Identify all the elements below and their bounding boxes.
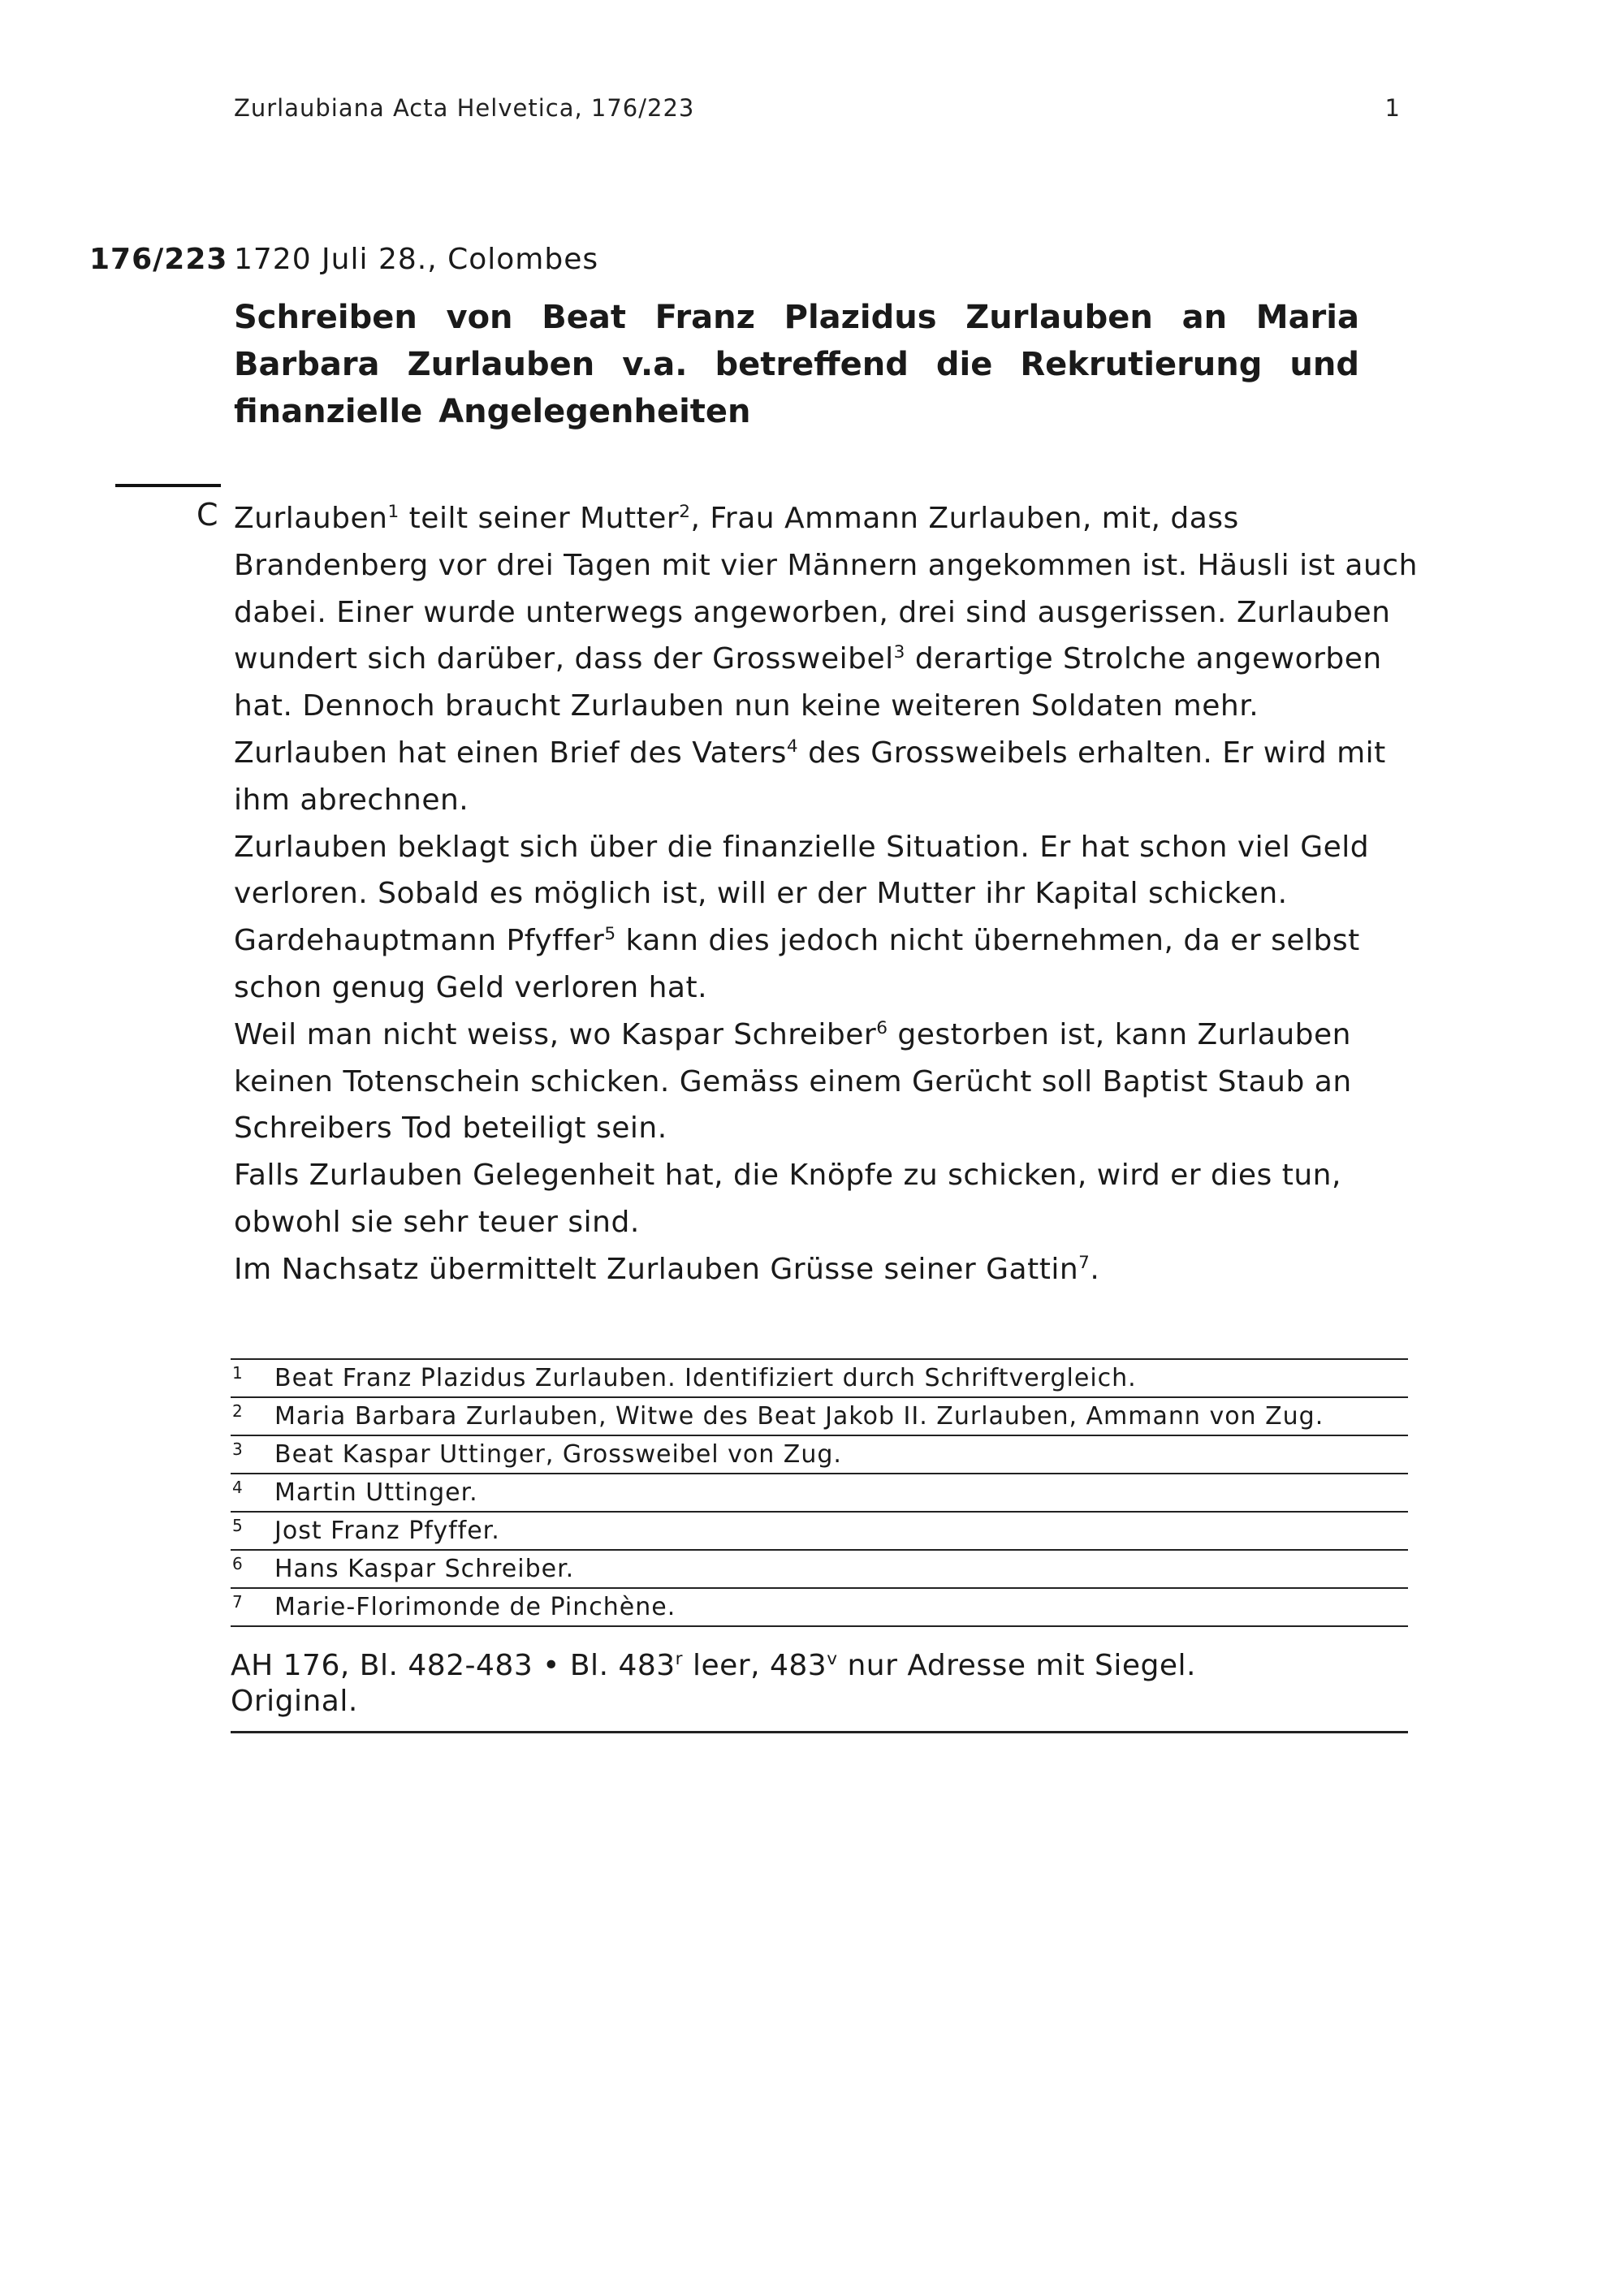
source-line-1: AH 176, Bl. 482-483 • Bl. 483$^r$ leer, 483$^v$ nur Adresse mit Siegel.	[231, 1649, 1197, 1682]
footnote-mark: 1	[232, 1363, 244, 1383]
footnote-ref-3[interactable]: 3	[893, 642, 905, 663]
footnote-mark: 3	[232, 1439, 244, 1459]
document-number: 176/223	[89, 243, 228, 276]
footnote-mark: 7	[232, 1592, 244, 1612]
footnote-5	[231, 1513, 1408, 1551]
source-line-2: Original.	[231, 1685, 358, 1718]
footnotes	[231, 1358, 1408, 1627]
footnote-text: Martin Uttinger.	[274, 1478, 478, 1507]
document-date-place: 1720 Juli 28., Colombes	[234, 243, 599, 276]
footnote-mark: 6	[232, 1554, 244, 1573]
footnote-mark: 5	[232, 1516, 244, 1535]
summary-paragraph-4: Weil man nicht weiss, wo Kaspar Schreiber$^6$ gestorben ist, kann Zurlauben keinen Totenschein schicken. Gemäss einem Gerücht soll Baptist Staub an Schreibers Tod beteiligt sein.	[234, 1017, 1352, 1146]
footnote-text: Beat Franz Plazidus Zurlauben. Identifiziert durch Schriftvergleich.	[274, 1364, 1137, 1392]
source-reference	[231, 1648, 1408, 1733]
summary-paragraph-3: Zurlauben beklagt sich über die finanzielle Situation. Er hat schon viel Geld verloren. Sobald es möglich ist, will er der Mutter ihr Kapital schicken. Gardehauptmann Pfyffer$^5$ kann dies jedoch nicht übernehmen, da er selbst schon genug Geld verloren hat.	[234, 830, 1370, 1004]
verso-mark: v	[827, 1649, 838, 1669]
footnote-ref-5[interactable]: 5	[604, 924, 616, 945]
footnote-6	[231, 1551, 1408, 1589]
footnote-ref-1[interactable]: 1	[387, 502, 400, 522]
footnote-ref-2[interactable]: 2	[679, 502, 691, 522]
summary-paragraph-6: Im Nachsatz übermittelt Zurlauben Grüsse seiner Gattin$^7$.	[234, 1252, 1100, 1286]
footnote-text: Hans Kaspar Schreiber.	[274, 1555, 575, 1583]
footnote-2	[231, 1398, 1408, 1436]
page-number: 1	[1384, 94, 1400, 122]
footnote-7	[231, 1589, 1408, 1627]
footnote-text: Jost Franz Pfyffer.	[274, 1517, 500, 1545]
summary-paragraph-2: Zurlauben hat einen Brief des Vaters$^4$ des Grossweibels erhalten. Er wird mit ihm abrechnen.	[234, 736, 1386, 817]
summary-text	[234, 495, 1419, 1293]
summary-paragraph-5: Falls Zurlauben Gelegenheit hat, die Knöpfe zu schicken, wird er dies tun, obwohl sie sehr teuer sind.	[234, 1159, 1341, 1239]
footnote-4	[231, 1474, 1408, 1513]
running-title: Zurlaubiana Acta Helvetica, 176/223	[234, 94, 695, 122]
footnote-ref-6[interactable]: 6	[876, 1017, 888, 1038]
footnote-mark: 4	[232, 1478, 244, 1497]
footnote-text: Beat Kaspar Uttinger, Grossweibel von Zug.	[274, 1440, 842, 1469]
footnote-mark: 2	[232, 1401, 244, 1421]
footnote-text: Maria Barbara Zurlauben, Witwe des Beat Jakob II. Zurlauben, Ammann von Zug.	[274, 1402, 1324, 1431]
footnote-text: Marie-Florimonde de Pinchène.	[274, 1593, 676, 1621]
footnote-3	[231, 1436, 1408, 1474]
margin-letter: C	[197, 497, 218, 533]
footnote-ref-4[interactable]: 4	[786, 736, 799, 757]
summary-paragraph-1: Zurlauben$^1$ teilt seiner Mutter$^2$, Frau Ammann Zurlauben, mit, dass Brandenberg vor drei Tagen mit vier Männern angekommen ist. Häusli ist auch dabei. Einer wurde unterwegs angeworben, drei sind ausgerissen. Zurlauben wundert sich darüber, dass der Grossweibel$^3$ derartige Strolche angeworben hat. Dennoch braucht Zurlauben nun keine weiteren Soldaten mehr.	[234, 502, 1418, 723]
document-title: Schreiben von Beat Franz Plazidus Zurlauben an Maria Barbara Zurlauben v.a. betreffend die Rekrutierung und finanzielle Angelegenheiten	[234, 299, 1359, 430]
footnote-ref-7[interactable]: 7	[1078, 1252, 1091, 1273]
recto-mark: r	[675, 1649, 684, 1669]
footnote-1	[231, 1360, 1408, 1398]
margin-rule	[115, 484, 221, 487]
